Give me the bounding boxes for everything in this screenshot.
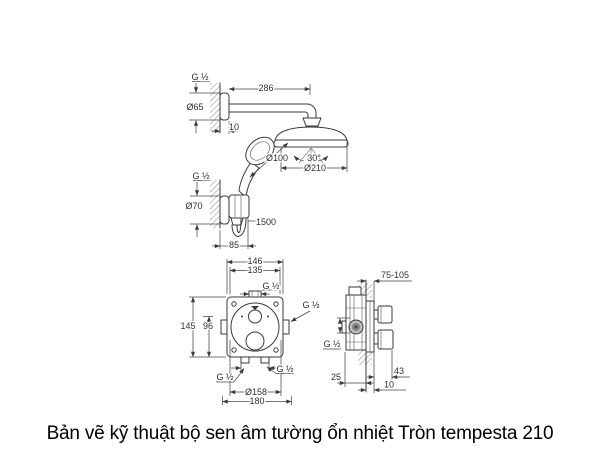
dim-width-outer: 146 [247,256,263,266]
label-thread-side: G ½ [323,339,341,349]
arm-escutcheon [220,93,229,120]
label-thread-holder: G ½ [192,171,210,181]
shower-arm [229,104,316,118]
caption: Bản vẽ kỹ thuật bộ sen âm tường ổn nhiệt Tròn tempesta 210 [46,423,554,444]
volume-knob-side [378,330,393,349]
holder-view [185,171,276,250]
dim-holder-flange-dia: Ø70 [185,201,203,211]
label-thread-bottom-right: G ½ [276,364,294,374]
wall-hatch [210,83,220,133]
dim-knob-depth: 43 [393,366,405,376]
head-shower-dome [275,127,347,141]
dim-recess-width: 180 [249,396,265,406]
dim-spray-angle: 30° [307,153,321,163]
dim-center-height: 96 [202,321,214,331]
dim-holder-offset: 85 [228,240,240,250]
label-thread-bottom-left: G ½ [216,372,234,382]
hand-shower [239,132,280,197]
shower-holder [229,195,249,218]
label-thread-right-port: G ½ [302,300,320,310]
mixer-side-view [323,270,412,393]
dim-rough-in-dia: Ø158 [244,387,268,397]
dim-width-inner: 135 [247,265,263,275]
dim-trim-depth: 10 [383,379,395,390]
dim-flange-depth: 10 [228,122,240,132]
holder-escutcheon [220,196,229,224]
dim-flange-dia: Ø65 [186,102,204,112]
dim-handshower-dia: Ø100 [265,153,289,163]
head-shower-view [186,72,348,197]
dim-install-depth-range: 75-105 [380,270,410,280]
dim-head-dia: Ø210 [303,163,327,173]
dim-plate-height: 145 [180,321,196,331]
dim-hose-length: 1500 [255,217,277,227]
dim-rear-depth: 25 [330,372,342,382]
wall-hatch [210,180,220,228]
thermostat-knob-side [378,306,392,323]
mixer-front-view [180,256,320,406]
label-thread-top-port: G ½ [262,281,280,291]
label-thread-arm: G ½ [191,72,209,82]
dim-arm-reach: 286 [258,83,274,93]
